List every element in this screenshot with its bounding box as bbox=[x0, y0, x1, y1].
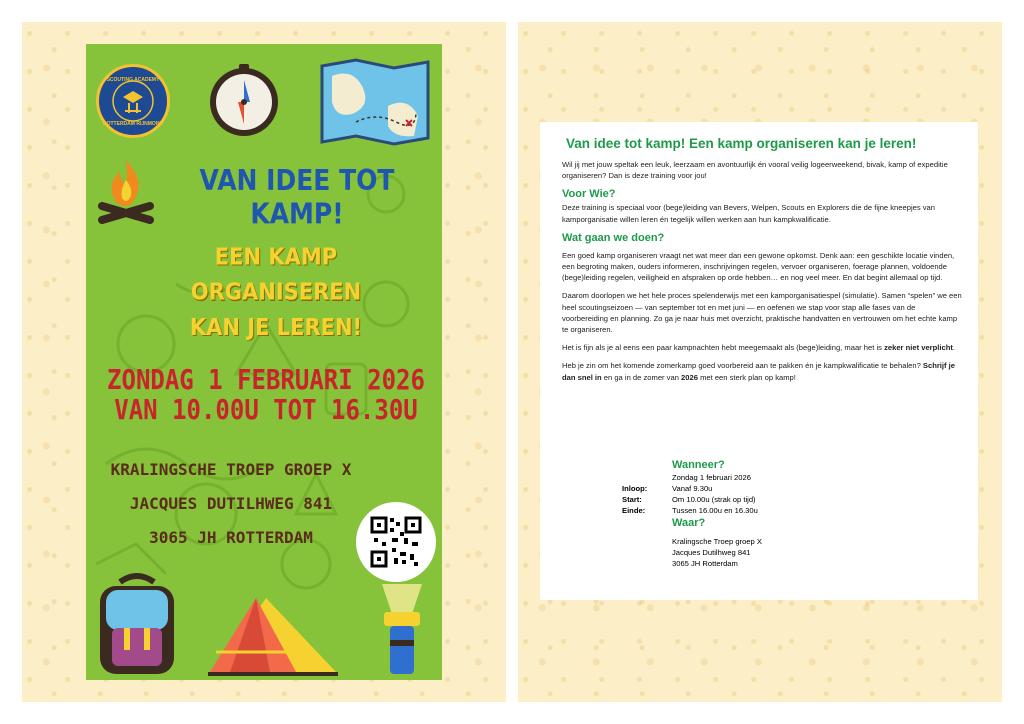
scouting-academy-logo-icon bbox=[96, 64, 170, 138]
poster-subtitle-line2: KAN JE LEREN! bbox=[189, 314, 363, 341]
wat-heading: Wat gaan we doen? bbox=[562, 231, 665, 244]
waar-heading: Waar? bbox=[672, 517, 706, 529]
start-label: Start: bbox=[622, 495, 642, 504]
wat-p3-end: . bbox=[952, 343, 955, 353]
wat-paragraph-3 bbox=[562, 342, 962, 353]
logo-bottom-text: ROTTERDAM RIJNMOND bbox=[103, 121, 163, 127]
voor-wie-paragraph: Deze training is speciaal voor (bege)leiding van Bevers, Welpen, Scouts en Explorers die de fijne kneepjes van kamporganisatie willen leren én tegelijk willen werken aan hun kampkwalificatie. bbox=[562, 203, 936, 224]
poster-time: VAN 10.00U TOT 16.30U bbox=[114, 393, 418, 427]
poster-date: ZONDAG 1 FEBRUARI 2026 bbox=[107, 363, 425, 397]
poster-subtitle-line1: EEN KAMP ORGANISEREN bbox=[190, 243, 362, 306]
wat-p4-end: met een sterk plan op kamp! bbox=[697, 372, 796, 382]
info-sheet bbox=[540, 122, 978, 600]
poster-address-line1: KRALINGSCHE TROEP GROEP X bbox=[110, 460, 352, 479]
wat-p4-bold: Schrijf je dan snel in bbox=[562, 361, 955, 382]
waar-line2: Jacques Dutilhweg 841 bbox=[672, 548, 751, 557]
tent-icon bbox=[206, 592, 340, 676]
backpack-icon bbox=[94, 572, 180, 676]
map-icon bbox=[318, 56, 432, 146]
info-heading: Van idee tot kamp! Een kamp organiseren kan je leren! bbox=[566, 136, 917, 151]
einde-value: Tussen 16.00u en 16.30u bbox=[672, 506, 758, 515]
voor-wie-heading: Voor Wie? bbox=[562, 188, 616, 201]
wanneer-date: Zondag 1 februari 2026 bbox=[672, 473, 751, 482]
wat-paragraph-2: Daarom doorlopen we het hele proces spelenderwijs met een kamporganisatiespel (simulatie). Samen “spelen” we een heel scoutingseizoen — van september tot en met juni — en oefenen we stap voor stap alle fases van de voorbereiding en planning. Zo ga je naar huis met overzicht, praktische handvatten en vertrouwen om het echte kamp te organiseren. bbox=[562, 291, 962, 335]
inloop-label: Inloop: bbox=[622, 484, 648, 493]
wat-p3-bold: zeker niet verplicht bbox=[884, 343, 953, 353]
poster bbox=[86, 44, 442, 680]
start-value: Om 10.00u (strak op tijd) bbox=[672, 495, 756, 504]
poster-title: VAN IDEE TOT KAMP! bbox=[199, 163, 395, 231]
wat-p4-mid: en ga in de zomer van bbox=[601, 372, 682, 382]
wat-p3-text: Het is fijn als je al eens een paar kampnachten hebt meegemaakt als (bege)leiding, maar het is bbox=[562, 343, 885, 353]
start-row bbox=[622, 494, 862, 505]
einde-label: Einde: bbox=[622, 506, 646, 515]
poster-subtitle bbox=[126, 239, 426, 345]
wat-p4-year: 2026 bbox=[681, 372, 698, 382]
inloop-value: Vanaf 9.30u bbox=[672, 484, 713, 493]
campfire-icon bbox=[96, 154, 156, 224]
einde-row bbox=[622, 505, 862, 516]
wanneer-heading: Wanneer? bbox=[672, 459, 725, 471]
logo-top-text: SCOUTING ACADEMY bbox=[106, 77, 160, 83]
when-where-block bbox=[622, 458, 862, 569]
poster-address-line2: JACQUES DUTILHWEG 841 bbox=[129, 494, 333, 513]
wat-paragraph-4 bbox=[562, 360, 962, 382]
waar-line1: Kralingsche Troep groep X bbox=[672, 537, 762, 546]
flashlight-icon bbox=[372, 584, 432, 676]
poster-address-line3: 3065 JH ROTTERDAM bbox=[149, 528, 313, 547]
inloop-row bbox=[622, 483, 862, 494]
qr-code-icon[interactable] bbox=[356, 502, 436, 582]
wat-paragraph-1: Een goed kamp organiseren vraagt net wat meer dan een gewone opkomst. Denk aan: een geschikte locatie vinden, een begroting maken, ouders informeren, inschrijvingen regelen, vervoer organiseren, foerage plannen, voldoende (bege)leiding regelen, veiligheid en afspraken op orde hebben… en nog veel meer. En dat begint allemaal op tijd. bbox=[562, 250, 955, 283]
intro-paragraph: Wil jij met jouw speltak een leuk, leerzaam en avontuurlijk én vooral veilig logeerweekend, bivak, kamp of expeditie organiseren? Dan is deze training voor jou! bbox=[562, 160, 948, 181]
wat-p4-text: Heb je zin om het komende zomerkamp goed voorbereid aan te pakken én je kampkwalificatie te behalen? bbox=[562, 361, 923, 371]
compass-icon bbox=[206, 62, 282, 138]
waar-line3: 3065 JH Rotterdam bbox=[672, 559, 738, 568]
